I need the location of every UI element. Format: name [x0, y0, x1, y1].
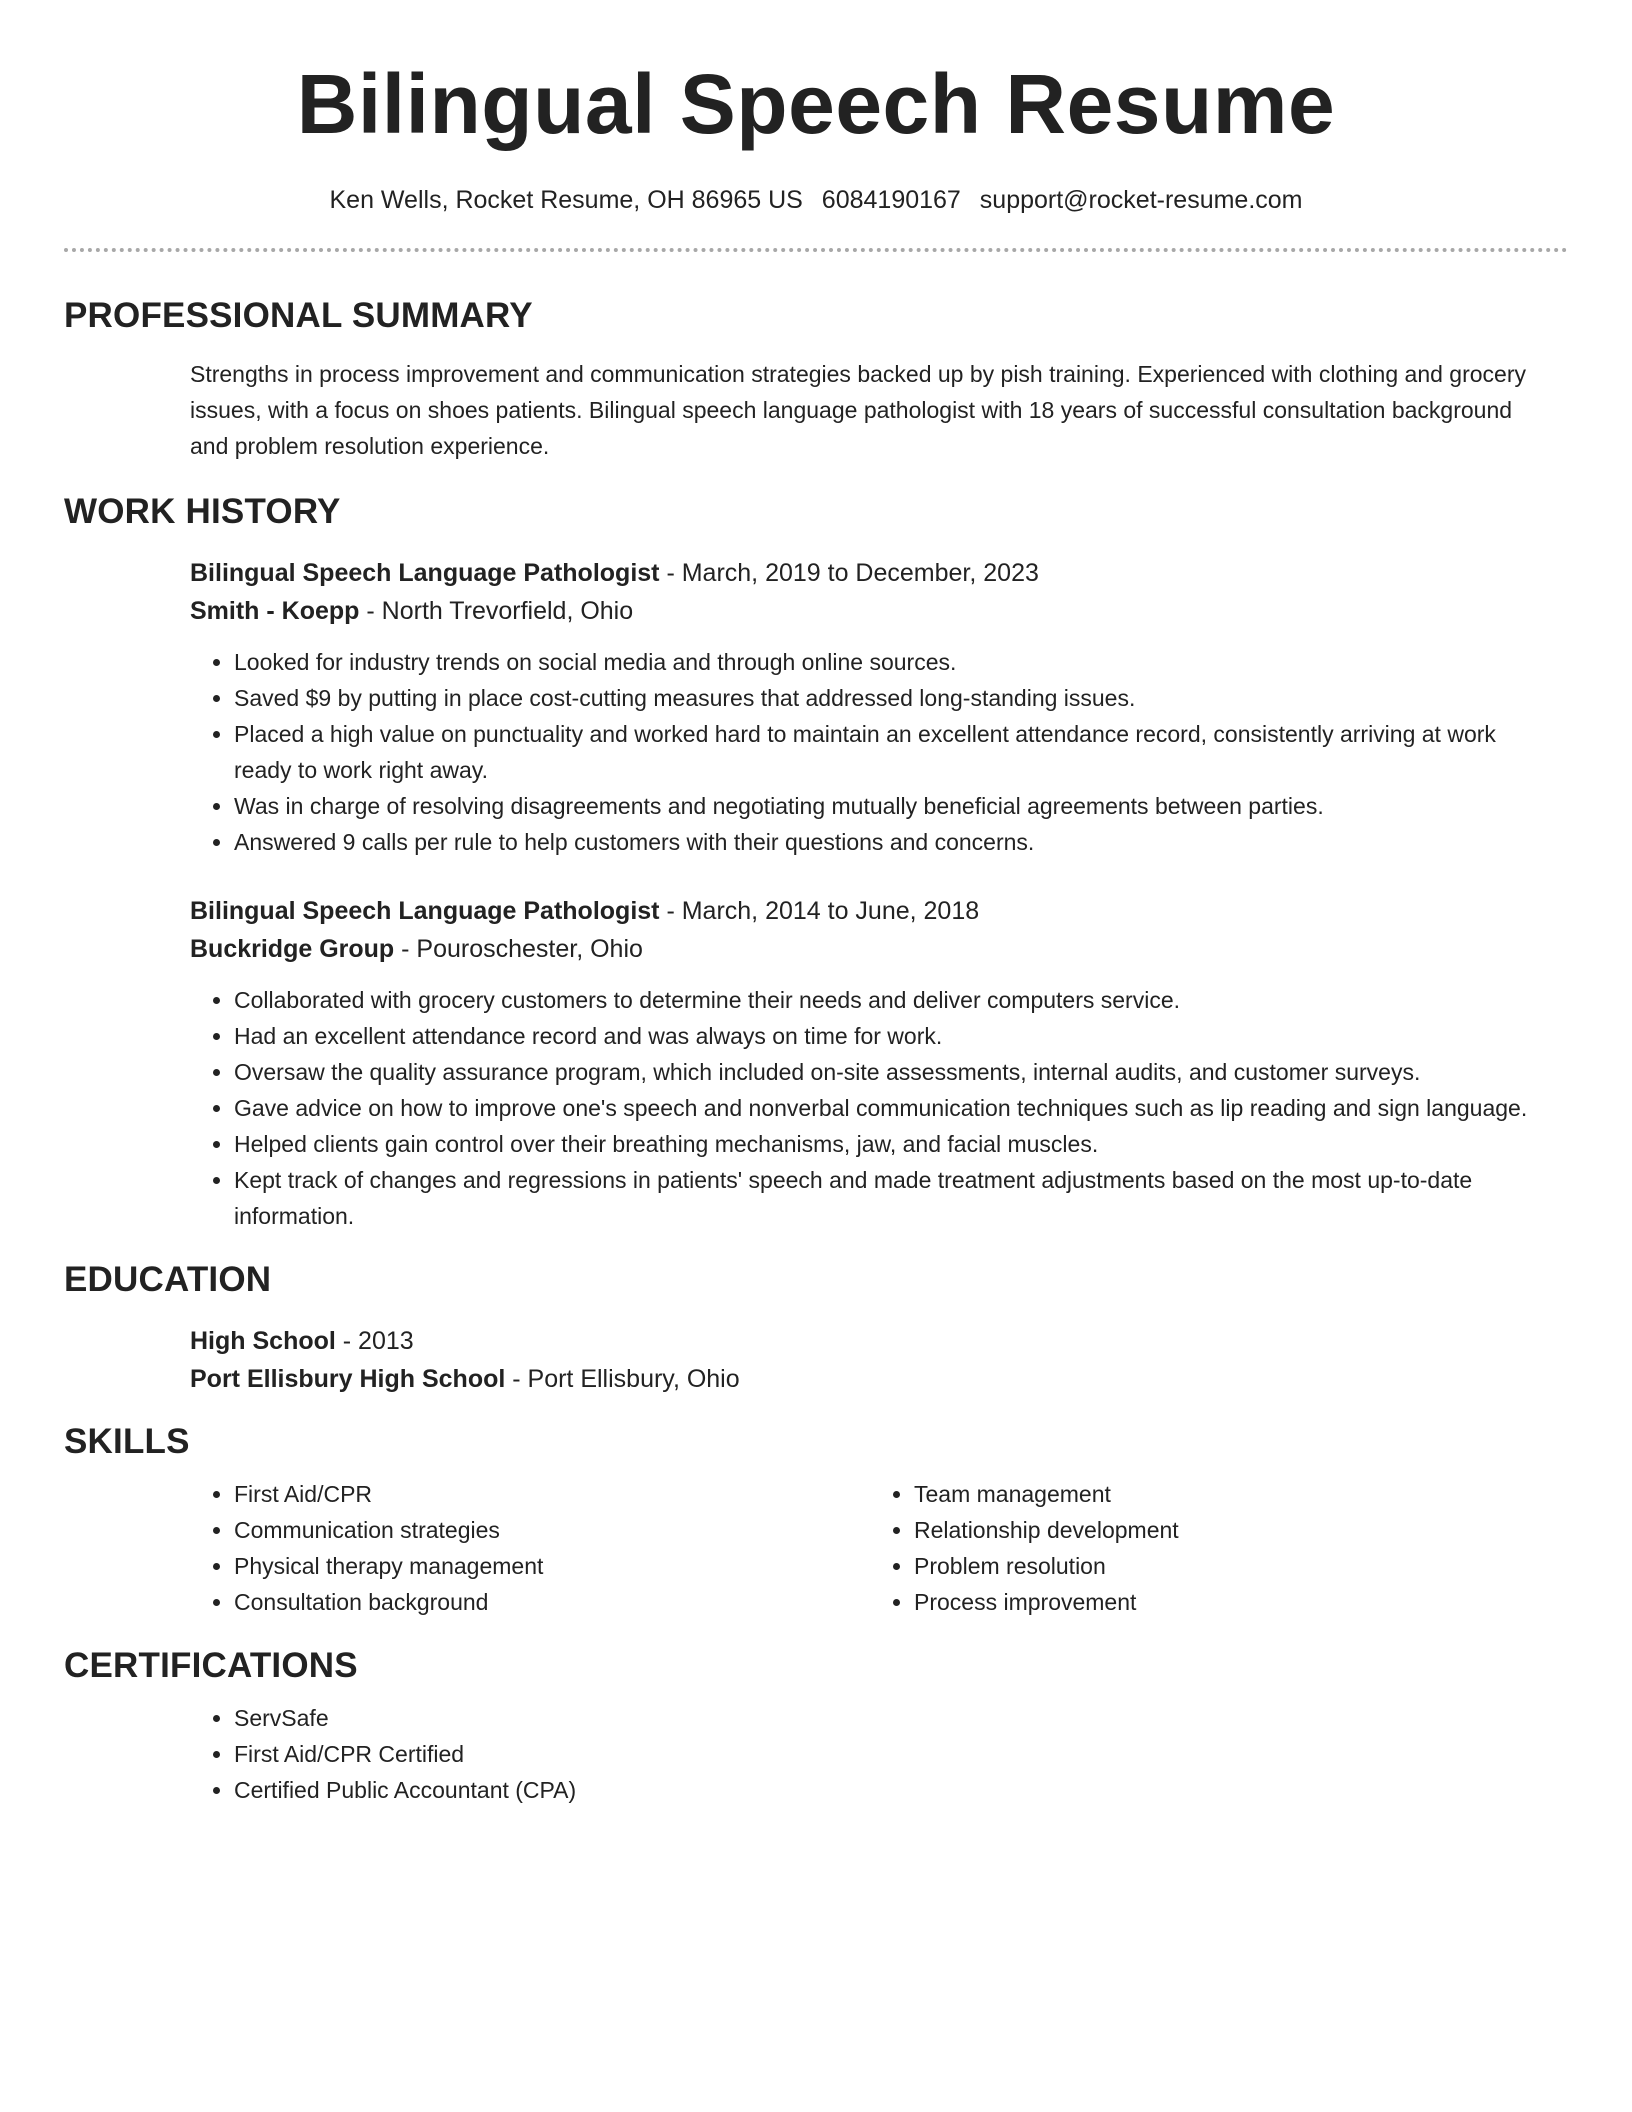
resume-title: Bilingual Speech Resume	[296, 57, 1336, 151]
list-item: • Process improvement	[914, 1584, 1550, 1620]
education-degree: High School	[190, 1327, 336, 1355]
list-item: • Problem resolution	[914, 1548, 1550, 1584]
job-entry	[190, 892, 1552, 1234]
education-entry	[190, 1322, 1552, 1398]
list-item: • Collaborated with grocery customers to determine their needs and deliver computers service.	[234, 982, 1552, 1018]
list-item: • Placed a high value on punctuality and worked hard to maintain an excellent attendance record, consistently arriving at work ready to work right away.	[234, 716, 1552, 788]
job-title: Bilingual Speech Language Pathologist	[190, 897, 660, 925]
list-item: • Was in charge of resolving disagreements and negotiating mutually beneficial agreements between parties.	[234, 788, 1552, 824]
skills-grid	[190, 1476, 1552, 1620]
list-item: • Consultation background	[234, 1584, 870, 1620]
job-dates: - March, 2019 to December, 2023	[659, 559, 1039, 587]
contact-email: support@rocket-resume.com	[979, 186, 1303, 214]
summary-section	[190, 356, 1552, 464]
list-item: • Relationship development	[914, 1512, 1550, 1548]
certifications-heading: CERTIFICATIONS	[64, 1646, 358, 1685]
list-item: • Helped clients gain control over their breathing mechanisms, jaw, and facial muscles.	[234, 1126, 1552, 1162]
skills-column-right	[870, 1476, 1550, 1620]
work-history-heading: WORK HISTORY	[64, 492, 341, 531]
list-item: • Team management	[914, 1476, 1550, 1512]
summary-text: Strengths in process improvement and communication strategies backed up by pish training. Experienced with clothing and grocery issues, with a focus on shoes patients. Bilingual speech language pathologist with 18 years of successful consultation background and problem resolution experience.	[190, 361, 1526, 459]
contact-address: Ken Wells, Rocket Resume, OH 86965 US	[329, 186, 803, 214]
list-item: • Saved $9 by putting in place cost-cutting measures that addressed long-standing issues.	[234, 680, 1552, 716]
job-dates: - March, 2014 to June, 2018	[659, 897, 980, 925]
list-item: • Certified Public Accountant (CPA)	[234, 1772, 1552, 1808]
education-degree-line	[190, 1322, 1552, 1360]
job-company-line	[190, 930, 1552, 968]
job-company: Smith - Koepp	[190, 597, 360, 625]
list-item: • Gave advice on how to improve one's speech and nonverbal communication techniques such as lip reading and sign language.	[234, 1090, 1552, 1126]
education-location: - Port Ellisbury, Ohio	[505, 1365, 740, 1393]
skills-list	[190, 1476, 870, 1620]
list-item: • First Aid/CPR	[234, 1476, 870, 1512]
job-title-line	[190, 554, 1552, 592]
list-item: • Looked for industry trends on social media and through online sources.	[234, 644, 1552, 680]
skills-column-left	[190, 1476, 870, 1620]
skills-list	[870, 1476, 1550, 1620]
list-item: • First Aid/CPR Certified	[234, 1736, 1552, 1772]
job-title: Bilingual Speech Language Pathologist	[190, 559, 660, 587]
list-item: • ServSafe	[234, 1700, 1552, 1736]
summary-heading: PROFESSIONAL SUMMARY	[64, 296, 533, 335]
certifications-list	[190, 1700, 1552, 1808]
job-entry	[190, 554, 1552, 860]
job-company-line	[190, 592, 1552, 630]
education-school: Port Ellisbury High School	[190, 1365, 506, 1393]
list-item: • Oversaw the quality assurance program, which included on-site assessments, internal audits, and customer surveys.	[234, 1054, 1552, 1090]
header-divider	[64, 248, 1568, 252]
job-bullets	[190, 982, 1552, 1234]
education-year: - 2013	[335, 1327, 414, 1355]
job-bullets	[190, 644, 1552, 860]
list-item: • Physical therapy management	[234, 1548, 870, 1584]
list-item: • Had an excellent attendance record and was always on time for work.	[234, 1018, 1552, 1054]
list-item: • Communication strategies	[234, 1512, 870, 1548]
education-heading: EDUCATION	[64, 1260, 272, 1299]
list-item: • Kept track of changes and regressions in patients' speech and made treatment adjustments based on the most up-to-date information.	[234, 1162, 1552, 1234]
education-school-line	[190, 1360, 1552, 1398]
skills-heading: SKILLS	[64, 1422, 190, 1461]
job-location: - Pouroschester, Ohio	[394, 935, 643, 963]
job-title-line	[190, 892, 1552, 930]
job-company: Buckridge Group	[190, 935, 395, 963]
list-item: • Answered 9 calls per rule to help customers with their questions and concerns.	[234, 824, 1552, 860]
job-location: - North Trevorfield, Ohio	[359, 597, 634, 625]
contact-phone: 6084190167	[821, 186, 961, 214]
contact-line	[64, 186, 1568, 215]
certifications-section	[190, 1700, 1552, 1808]
